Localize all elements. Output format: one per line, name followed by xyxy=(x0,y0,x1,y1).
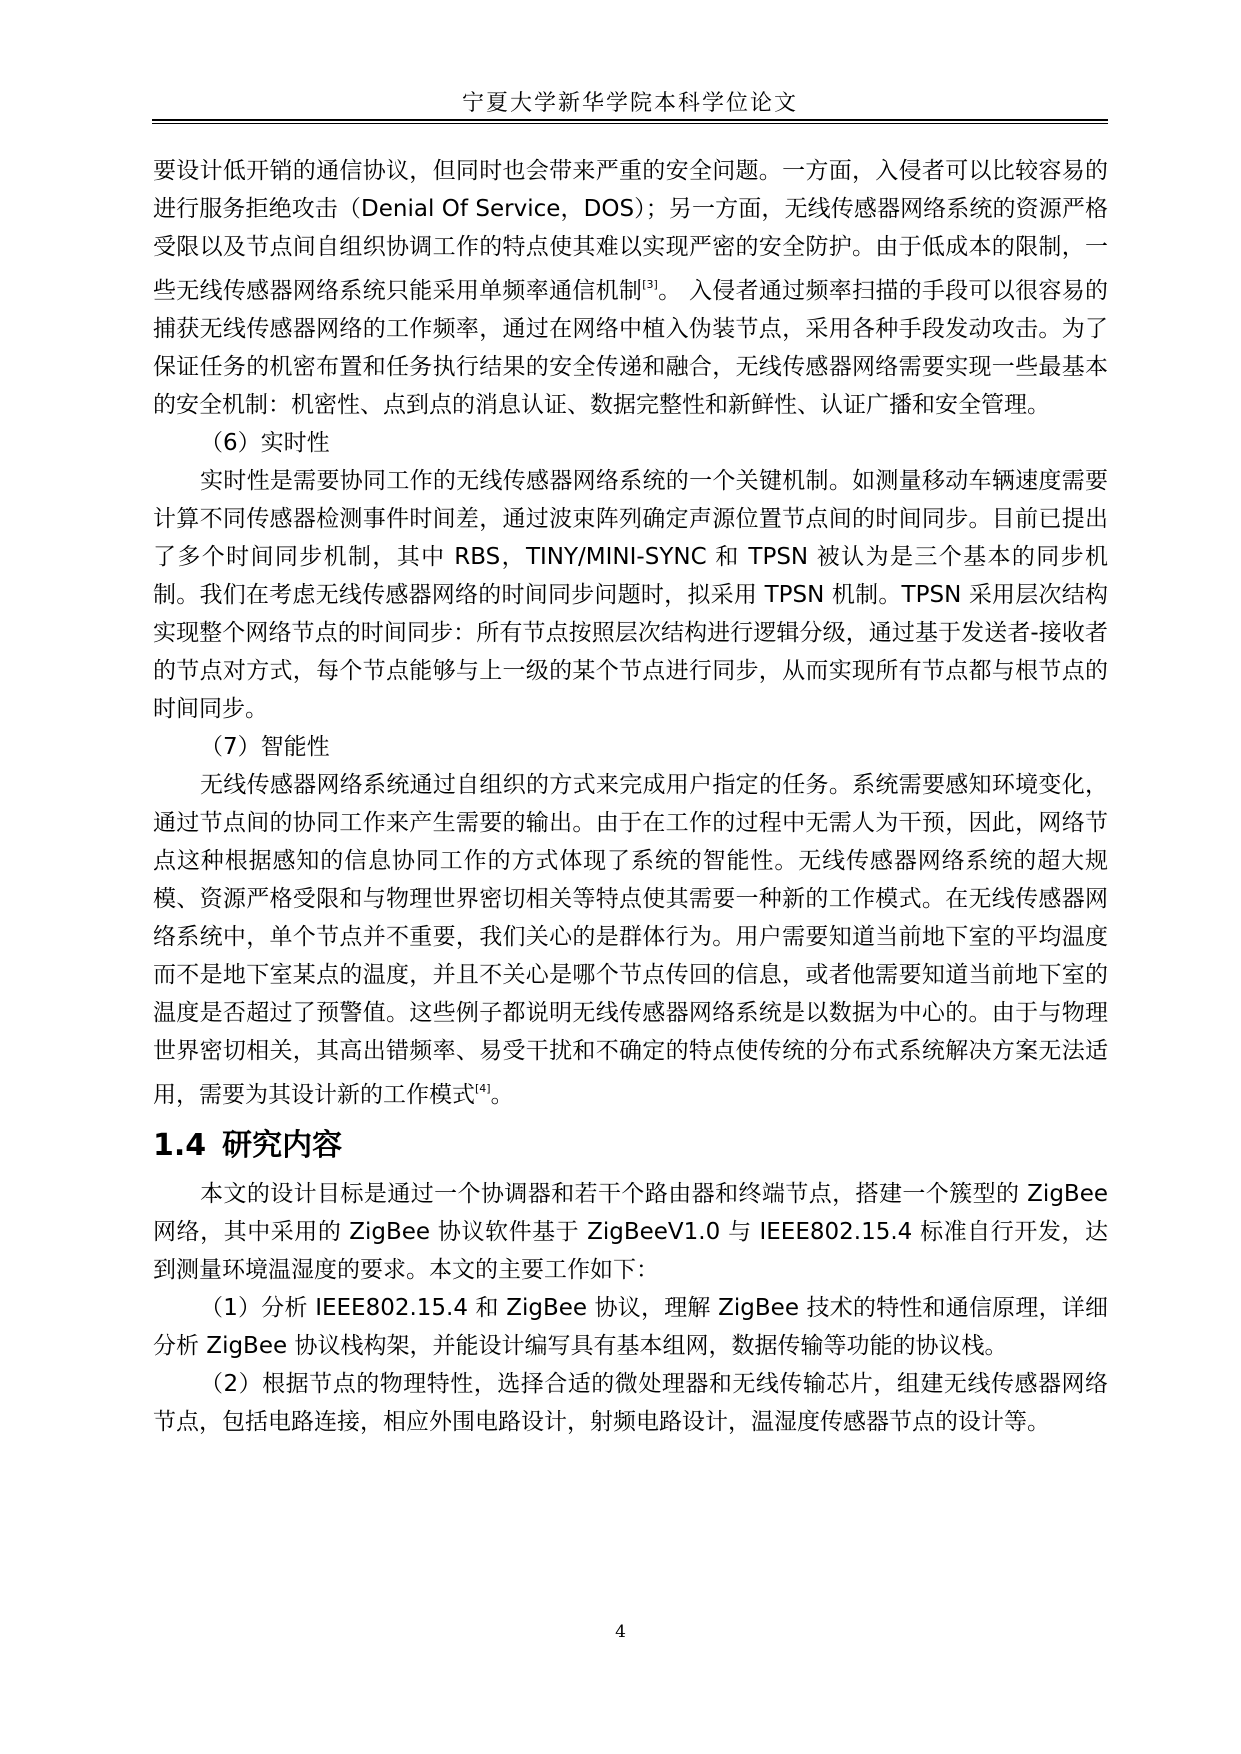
header-rule xyxy=(152,119,1108,121)
paragraph-work-item-1: （1）分析 IEEE802.15.4 和 ZigBee 协议，理解 ZigBee 技术的特性和通信原理，详细分析 ZigBee 协议栈构架，并能设计编写具有基本组网，数据传输等功能的协议栈。 xyxy=(153,1295,1108,1359)
list-heading-realtime: （6）实时性 xyxy=(200,430,330,456)
paragraph-text: 无线传感器网络系统通过自组织的方式来完成用户指定的任务。系统需要感知环境变化，通过节点间的协同工作来产生需要的输出。由于在工作的过程中无需人为干预，因此，网络节点这种根据感知的信息协同工作的方式体现了系统的智能性。无线传感器网络系统的超大规模、资源严格受限和与物理世界密切相关等特点使其需要一种新的工作模式。在无线传感器网络系统中，单个节点并不重要，我们关心的是群体行为。用户需要知道当前地下室的平均温度而不是地下室某点的温度，并且不关心是哪个节点传回的信息，或者他需要知道当前地下室的温度是否超过了预警值。这些例子都说明无线传感器网络系统是以数据为中心的。由于与物理世界密切相关，其高出错频率、易受干扰和不确定的特点使传统的分布式系统解决方案无法适用，需要为其设计新的工作模式 xyxy=(153,772,1108,1108)
page-number: 4 xyxy=(615,1622,626,1642)
paragraph-design-goal: 本文的设计目标是通过一个协调器和若干个路由器和终端节点，搭建一个簇型的 ZigBee 网络，其中采用的 ZigBee 协议软件基于 ZigBeeV1.0 与 IEEE802.15.4 标准自行开发，达到测量环境温湿度的要求。本文的主要工作如下： xyxy=(153,1181,1108,1283)
paragraph-work-item-2: （2）根据节点的物理特性，选择合适的微处理器和无线传输芯片，组建无线传感器网络节点，包括电路连接，相应外围电路设计，射频电路设计，温湿度传感器节点的设计等。 xyxy=(153,1371,1108,1435)
section-heading xyxy=(153,1126,1108,1166)
paragraph-intelligence xyxy=(153,766,1108,1114)
section-number: 1.4 xyxy=(153,1128,207,1163)
paragraph-text: 要设计低开销的通信协议，但同时也会带来严重的安全问题。一方面，入侵者可以比较容易的进行服务拒绝攻击（Denial Of Service，DOS）；另一方面，无线传感器网络系统的资源严格受限以及节点间自组织协调工作的特点使其难以实现严密的安全防护。由于低成本的限制，一些无线传感器网络系统只能采用单频率通信机制 xyxy=(153,158,1108,304)
section-title: 研究内容 xyxy=(222,1128,343,1163)
citation-3: [3] xyxy=(642,278,658,291)
body-text xyxy=(153,152,1108,1441)
list-heading-intelligence: （7）智能性 xyxy=(200,734,330,760)
citation-4: [4] xyxy=(475,1082,491,1095)
header-rule-thin xyxy=(152,123,1108,124)
paragraph-text-tail: 。 xyxy=(490,1082,514,1108)
paragraph-realtime: 实时性是需要协同工作的无线传感器网络系统的一个关键机制。如测量移动车辆速度需要计算不同传感器检测事件时间差，通过波束阵列确定声源位置节点间的时间同步。目前已提出了多个时间同步机制，其中 RBS，TINY/MINI-SYNC 和 TPSN 被认为是三个基本的同步机制。我们在考虑无线传感器网络的时间同步问题时，拟采用 TPSN 机制。TPSN 采用层次结构实现整个网络节点的时间同步：所有节点按照层次结构进行逻辑分级，通过基于发送者-接收者的节点对方式，每个节点能够与上一级的某个节点进行同步，从而实现所有节点都与根节点的时间同步。 xyxy=(153,468,1108,722)
paragraph-security xyxy=(153,152,1108,424)
paragraph-text-tail: 。 入侵者通过频率扫描的手段可以很容易的捕获无线传感器网络的工作频率，通过在网络中植入伪装节点，采用各种手段发动攻击。为了保证任务的机密布置和任务执行结果的安全传递和融合，无线传感器网络需要实现一些最基本的安全机制：机密性、点到点的消息认证、数据完整性和新鲜性、认证广播和安全管理。 xyxy=(153,278,1109,418)
running-header: 宁夏大学新华学院本科学位论文 xyxy=(461,91,798,116)
